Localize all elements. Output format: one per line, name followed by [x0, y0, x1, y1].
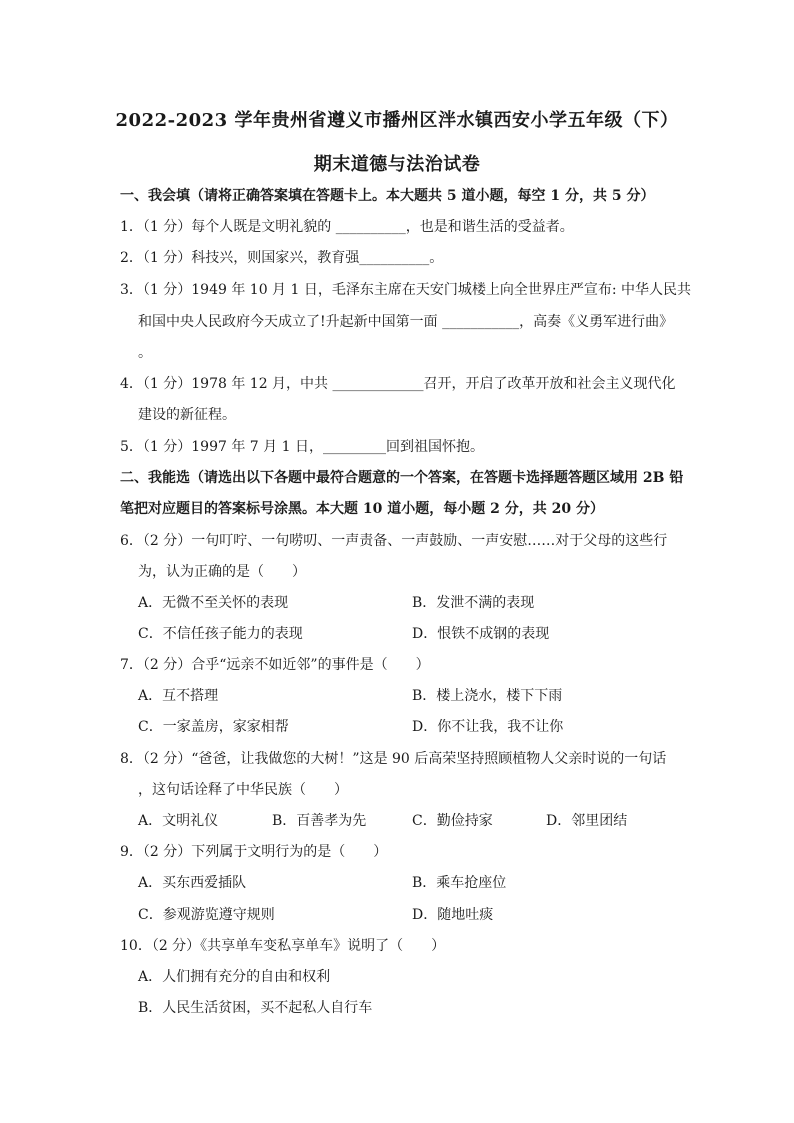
question-9-option-a: A．买东西爱插队 — [138, 875, 247, 891]
question-9: 9．（2 分）下列属于文明行为的是（ ） — [120, 844, 388, 860]
question-3-line-3: 。 — [138, 345, 152, 361]
question-9-option-c: C．参观游览遵守规则 — [138, 907, 275, 923]
question-4-line-1: 4．（1 分）1978 年 12 月，中共 _____________召开，开启了改革开放和社会主义现代化 — [120, 376, 676, 392]
question-7-option-c: C．一家盖房，家家相帮 — [138, 719, 289, 735]
question-7: 7．（2 分）合乎“远亲不如近邻”的事件是（ ） — [120, 657, 430, 673]
question-7-option-b: B．楼上浇水，楼下下雨 — [412, 688, 563, 704]
question-2: 2．（1 分）科技兴，则国家兴，教育强__________。 — [120, 250, 444, 266]
section-1-heading: 一、我会填（请将正确答案填在答题卡上。本大题共 5 道小题，每空 1 分，共 5 分） — [120, 188, 655, 204]
question-6-line-2: 为，认为正确的是（ ） — [138, 564, 306, 580]
question-6-option-a: A．无微不至关怀的表现 — [138, 595, 289, 611]
question-7-option-a: A．互不搭理 — [138, 688, 219, 704]
question-3-line-2: 和国中央人民政府今天成立了!升起新中国第一面 ___________，高奏《义勇军进行曲》 — [138, 314, 674, 330]
question-6-option-b: B．发泄不满的表现 — [412, 595, 535, 611]
question-8-option-b: B．百善孝为先 — [272, 813, 367, 829]
question-7-option-d: D．你不让我，我不让你 — [412, 719, 564, 735]
exam-title-line-2: 期末道德与法治试卷 — [313, 154, 481, 175]
section-2-heading-line-1: 二、我能选（请选出以下各题中最符合题意的一个答案，在答题卡选择题答题区域用 2B 铅 — [120, 470, 684, 486]
question-8-option-d: D．邻里团结 — [546, 813, 628, 829]
exam-title-line-1: 2022-2023 学年贵州省遵义市播州区泮水镇西安小学五年级（下） — [115, 110, 679, 131]
question-10-option-a: A．人们拥有充分的自由和权利 — [138, 969, 331, 985]
question-4-line-2: 建设的新征程。 — [138, 407, 236, 423]
question-3-line-1: 3．（1 分）1949 年 10 月 1 日，毛泽东主席在天安门城楼上向全世界庄严宣布: 中华人民共 — [120, 282, 692, 298]
question-6-option-c: C．不信任孩子能力的表现 — [138, 626, 303, 642]
question-10: 10．（2 分）《共享单车变私享单车》说明了（ ） — [120, 938, 446, 954]
section-2-heading-line-2: 笔把对应题目的答案标号涂黑。本大题 10 道小题，每小题 2 分，共 20 分） — [120, 501, 604, 517]
question-1: 1．（1 分）每个人既是文明礼貌的 __________，也是和谐生活的受益者。 — [120, 219, 574, 235]
question-6-option-d: D．恨铁不成钢的表现 — [412, 626, 550, 642]
question-9-option-b: B．乘车抢座位 — [412, 875, 507, 891]
question-8-line-2: ，这句话诠释了中华民族（ ） — [138, 782, 348, 798]
question-9-option-d: D．随地吐痰 — [412, 907, 494, 923]
question-8-line-1: 8．（2 分）“爸爸，让我做您的大树！”这是 90 后高荣坚持照顾植物人父亲时说的一句话 — [120, 751, 667, 767]
question-10-option-b: B．人民生活贫困，买不起私人自行车 — [138, 1000, 373, 1016]
question-6-line-1: 6．（2 分）一句叮咛、一句唠叨、一声责备、一声鼓励、一声安慰……对于父母的这些行 — [120, 533, 668, 549]
question-8-option-c: C．勤俭持家 — [412, 813, 493, 829]
question-8-option-a: A．文明礼仪 — [138, 813, 219, 829]
question-5: 5．（1 分）1997 年 7 月 1 日，_________回到祖国怀抱。 — [120, 439, 484, 455]
